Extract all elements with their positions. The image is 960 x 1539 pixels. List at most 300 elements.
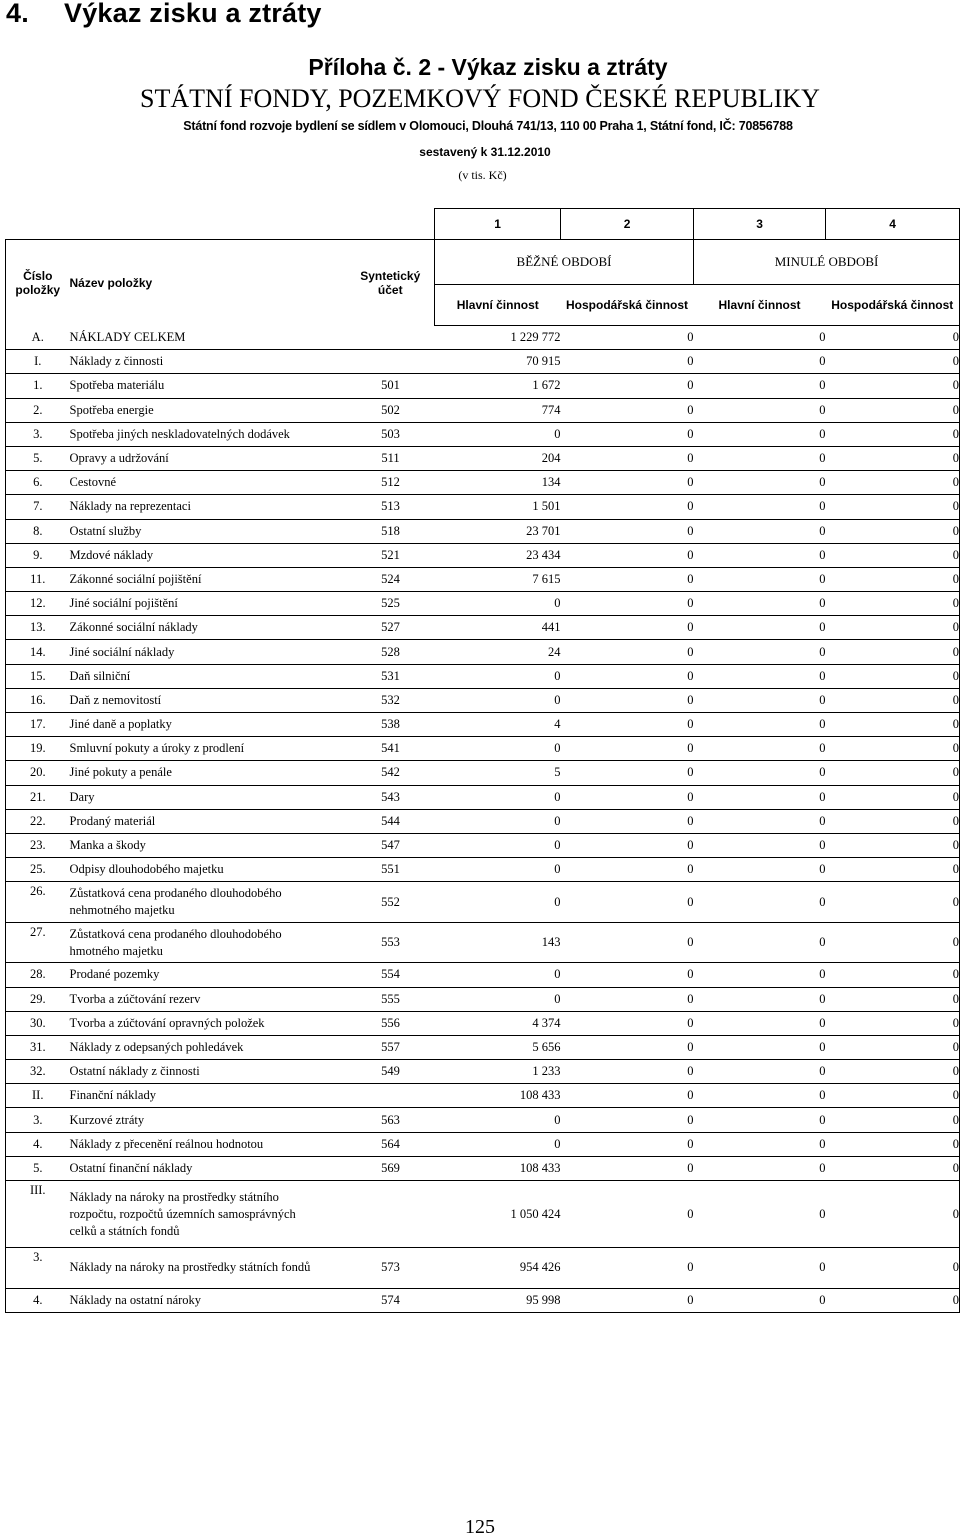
current-main-value: 0 [435,987,561,1011]
previous-main-value: 0 [694,326,826,350]
item-number-cell: 5. [6,446,70,470]
item-name-cell: Jiné sociální pojištění [70,592,347,616]
header-row [6,240,960,285]
current-economic-value: 0 [561,688,694,712]
current-main-value: 0 [435,422,561,446]
current-economic-value: 0 [561,1108,694,1132]
account-cell: 538 [347,713,435,737]
previous-main-value: 0 [694,471,826,495]
previous-economic-value: 0 [826,882,960,923]
previous-main-value: 0 [694,761,826,785]
item-name-cell: Zákonné sociální náklady [70,616,347,640]
account-cell [347,326,435,350]
previous-economic-value: 0 [826,495,960,519]
item-number-cell: 30. [6,1011,70,1035]
item-name-cell: Spotřeba energie [70,398,347,422]
current-economic-value: 0 [561,567,694,591]
account-cell: 542 [347,761,435,785]
section-number: 4. [6,0,29,28]
previous-economic-value: 0 [826,616,960,640]
account-cell: 525 [347,592,435,616]
current-economic-value: 0 [561,471,694,495]
current-main-value: 0 [435,785,561,809]
current-economic-value: 0 [561,519,694,543]
previous-economic-value: 0 [826,664,960,688]
current-main-value: 0 [435,833,561,857]
previous-main-value: 0 [694,713,826,737]
item-name-cell: Náklady na reprezentaci [70,495,347,519]
organization-title: STÁTNÍ FONDY, POZEMKOVÝ FOND ČESKÉ REPUBLIKY [140,84,820,113]
current-main-value: 954 426 [435,1248,561,1289]
account-cell: 564 [347,1132,435,1156]
current-economic-value: 0 [561,495,694,519]
item-number-cell: 2. [6,398,70,422]
item-number-cell: 17. [6,713,70,737]
account-cell: 511 [347,446,435,470]
previous-main-value: 0 [694,688,826,712]
item-number-cell: 22. [6,809,70,833]
current-main-value: 1 229 772 [435,326,561,350]
account-cell: 573 [347,1248,435,1289]
current-main-value: 4 374 [435,1011,561,1035]
item-number-cell: A. [6,326,70,350]
previous-economic-value: 0 [826,1132,960,1156]
header-main-activity: Hlavní činnost [694,285,826,326]
item-name-cell: Jiné pokuty a penále [70,761,347,785]
current-economic-value: 0 [561,664,694,688]
previous-economic-value: 0 [826,446,960,470]
account-cell: 574 [347,1288,435,1312]
current-economic-value: 0 [561,1011,694,1035]
table-row [6,1156,960,1180]
previous-economic-value: 0 [826,567,960,591]
current-main-value: 1 672 [435,374,561,398]
item-number-cell: III. [6,1181,70,1248]
item-number-cell: 12. [6,592,70,616]
table-row [6,422,960,446]
item-name-cell: Náklady z činnosti [70,350,347,374]
current-main-value: 0 [435,1132,561,1156]
previous-economic-value: 0 [826,737,960,761]
previous-main-value: 0 [694,1181,826,1248]
current-main-value: 0 [435,858,561,882]
previous-economic-value: 0 [826,1084,960,1108]
item-number-cell: 28. [6,963,70,987]
previous-main-value: 0 [694,398,826,422]
previous-economic-value: 0 [826,422,960,446]
current-main-value: 23 701 [435,519,561,543]
current-economic-value: 0 [561,374,694,398]
table-row [6,350,960,374]
page-number: 125 [465,1516,495,1538]
account-cell [347,1181,435,1248]
previous-economic-value: 0 [826,963,960,987]
column-number: 1 [435,209,561,240]
previous-main-value: 0 [694,1108,826,1132]
account-cell: 527 [347,616,435,640]
item-number-cell: 3. [6,1248,70,1289]
previous-economic-value: 0 [826,471,960,495]
income-statement-table [5,208,960,1313]
account-cell: 521 [347,543,435,567]
previous-economic-value: 0 [826,374,960,398]
previous-economic-value: 0 [826,1288,960,1312]
account-cell: 547 [347,833,435,857]
header-account: Syntetický účet [347,240,435,326]
current-economic-value: 0 [561,922,694,963]
column-number: 3 [694,209,826,240]
item-name-cell: Cestovné [70,471,347,495]
current-main-value: 0 [435,592,561,616]
previous-economic-value: 0 [826,1181,960,1248]
item-number-cell: 14. [6,640,70,664]
table-row [6,446,960,470]
item-name-cell: Manka a škody [70,833,347,857]
account-cell: 518 [347,519,435,543]
account-cell: 541 [347,737,435,761]
current-economic-value: 0 [561,1156,694,1180]
table-row [6,1108,960,1132]
currency-unit: (v tis. Kč) [458,168,507,182]
item-number-cell: 1. [6,374,70,398]
current-main-value: 95 998 [435,1288,561,1312]
item-name-cell: Zákonné sociální pojištění [70,567,347,591]
current-main-value: 143 [435,922,561,963]
item-number-cell: 31. [6,1035,70,1059]
item-number-cell: 19. [6,737,70,761]
section-title: Výkaz zisku a ztráty [64,0,322,28]
account-cell: 503 [347,422,435,446]
item-number-cell: 4. [6,1132,70,1156]
current-economic-value: 0 [561,882,694,923]
current-main-value: 70 915 [435,350,561,374]
item-number-cell: 4. [6,1288,70,1312]
item-number-cell: 32. [6,1060,70,1084]
item-name-cell: Opravy a udržování [70,446,347,470]
table-row [6,833,960,857]
account-cell: 555 [347,987,435,1011]
current-main-value: 1 233 [435,1060,561,1084]
current-economic-value: 0 [561,350,694,374]
current-main-value: 0 [435,809,561,833]
item-name-cell: Ostatní náklady z činnosti [70,1060,347,1084]
item-name-cell: Odpisy dlouhodobého majetku [70,858,347,882]
previous-main-value: 0 [694,374,826,398]
table-row [6,858,960,882]
column-number-row [6,209,960,240]
current-main-value: 0 [435,882,561,923]
item-number-cell: 13. [6,616,70,640]
previous-main-value: 0 [694,1084,826,1108]
item-name-cell: Zůstatková cena prodaného dlouhodobého hmotného majetku [70,922,347,963]
previous-economic-value: 0 [826,761,960,785]
current-economic-value: 0 [561,1288,694,1312]
current-economic-value: 0 [561,398,694,422]
item-number-cell: 27. [6,922,70,963]
table-row [6,664,960,688]
item-name-cell: Smluvní pokuty a úroky z prodlení [70,737,347,761]
previous-main-value: 0 [694,1288,826,1312]
account-cell: 553 [347,922,435,963]
table-row [6,592,960,616]
account-cell: 502 [347,398,435,422]
table-row [6,1248,960,1289]
current-economic-value: 0 [561,963,694,987]
current-economic-value: 0 [561,640,694,664]
current-main-value: 5 656 [435,1035,561,1059]
previous-main-value: 0 [694,1132,826,1156]
current-main-value: 441 [435,616,561,640]
previous-main-value: 0 [694,737,826,761]
table-row [6,1181,960,1248]
current-main-value: 1 050 424 [435,1181,561,1248]
item-number-cell: I. [6,350,70,374]
current-main-value: 0 [435,737,561,761]
current-main-value: 0 [435,688,561,712]
item-name-cell: Prodané pozemky [70,963,347,987]
header-item-number: Číslo položky [6,240,70,326]
table-body [6,326,960,1313]
header-previous-period: MINULÉ OBDOBÍ [694,240,960,285]
table-row [6,809,960,833]
current-main-value: 4 [435,713,561,737]
item-number-cell: 25. [6,858,70,882]
account-cell: 556 [347,1011,435,1035]
previous-main-value: 0 [694,882,826,923]
previous-main-value: 0 [694,1035,826,1059]
previous-main-value: 0 [694,785,826,809]
current-economic-value: 0 [561,422,694,446]
current-economic-value: 0 [561,1060,694,1084]
item-number-cell: 3. [6,422,70,446]
item-number-cell: 6. [6,471,70,495]
column-number: 2 [561,209,694,240]
table-row [6,543,960,567]
previous-main-value: 0 [694,519,826,543]
current-economic-value: 0 [561,543,694,567]
account-cell [347,1084,435,1108]
previous-main-value: 0 [694,350,826,374]
current-main-value: 108 433 [435,1156,561,1180]
item-number-cell: 11. [6,567,70,591]
item-number-cell: II. [6,1084,70,1108]
table-row [6,471,960,495]
previous-main-value: 0 [694,1060,826,1084]
table-row [6,519,960,543]
account-cell: 563 [347,1108,435,1132]
table-row [6,1084,960,1108]
previous-main-value: 0 [694,567,826,591]
item-number-cell: 29. [6,987,70,1011]
item-name-cell: Náklady z přecenění reálnou hodnotou [70,1132,347,1156]
previous-economic-value: 0 [826,713,960,737]
current-economic-value: 0 [561,446,694,470]
current-economic-value: 0 [561,809,694,833]
item-number-cell: 20. [6,761,70,785]
previous-economic-value: 0 [826,809,960,833]
table-row [6,640,960,664]
table-row [6,963,960,987]
item-name-cell: Mzdové náklady [70,543,347,567]
statement-date: sestavený k 31.12.2010 [419,145,551,159]
account-cell: 551 [347,858,435,882]
current-economic-value: 0 [561,833,694,857]
header-current-period: BĚŽNÉ OBDOBÍ [435,240,694,285]
header-economic-activity: Hospodářská činnost [561,285,694,326]
current-economic-value: 0 [561,616,694,640]
table-row [6,1060,960,1084]
previous-main-value: 0 [694,422,826,446]
previous-main-value: 0 [694,616,826,640]
previous-main-value: 0 [694,833,826,857]
current-main-value: 0 [435,1108,561,1132]
current-economic-value: 0 [561,1035,694,1059]
account-cell: 531 [347,664,435,688]
account-cell: 512 [347,471,435,495]
current-main-value: 204 [435,446,561,470]
item-name-cell: Ostatní služby [70,519,347,543]
table-row [6,922,960,963]
account-cell: 528 [347,640,435,664]
account-cell: 524 [347,567,435,591]
item-name-cell: Kurzové ztráty [70,1108,347,1132]
table-row [6,737,960,761]
previous-economic-value: 0 [826,543,960,567]
header-economic-activity: Hospodářská činnost [826,285,960,326]
account-cell: 569 [347,1156,435,1180]
table-row [6,688,960,712]
previous-main-value: 0 [694,664,826,688]
previous-economic-value: 0 [826,1035,960,1059]
item-number-cell: 9. [6,543,70,567]
item-name-cell: Spotřeba jiných neskladovatelných dodávek [70,422,347,446]
item-name-cell: Finanční náklady [70,1084,347,1108]
current-main-value: 1 501 [435,495,561,519]
current-economic-value: 0 [561,713,694,737]
table-row [6,785,960,809]
account-cell: 543 [347,785,435,809]
previous-economic-value: 0 [826,398,960,422]
current-main-value: 5 [435,761,561,785]
item-name-cell: Tvorba a zúčtování opravných položek [70,1011,347,1035]
item-name-cell: Dary [70,785,347,809]
account-cell: 513 [347,495,435,519]
item-name-cell: Náklady z odepsaných pohledávek [70,1035,347,1059]
previous-economic-value: 0 [826,1248,960,1289]
account-cell: 532 [347,688,435,712]
current-economic-value: 0 [561,761,694,785]
current-economic-value: 0 [561,858,694,882]
item-number-cell: 23. [6,833,70,857]
item-name-cell: Náklady na ostatní nároky [70,1288,347,1312]
item-name-cell: NÁKLADY CELKEM [70,326,347,350]
previous-economic-value: 0 [826,519,960,543]
table-row [6,761,960,785]
item-name-cell: Tvorba a zúčtování rezerv [70,987,347,1011]
previous-economic-value: 0 [826,1060,960,1084]
previous-economic-value: 0 [826,640,960,664]
entity-subtitle: Státní fond rozvoje bydlení se sídlem v Olomouci, Dlouhá 741/13, 110 00 Praha 1, Státní fond, IČ: 70856788 [183,119,793,133]
table-row [6,374,960,398]
item-number-cell: 16. [6,688,70,712]
current-main-value: 774 [435,398,561,422]
current-main-value: 24 [435,640,561,664]
item-number-cell: 7. [6,495,70,519]
account-cell: 552 [347,882,435,923]
current-economic-value: 0 [561,785,694,809]
item-name-cell: Náklady na nároky na prostředky státního rozpočtu, rozpočtů územních samosprávných celků a státních fondů [70,1181,347,1248]
column-number: 4 [826,209,960,240]
current-main-value: 134 [435,471,561,495]
previous-economic-value: 0 [826,833,960,857]
item-number-cell: 8. [6,519,70,543]
item-number-cell: 15. [6,664,70,688]
item-name-cell: Jiné daně a poplatky [70,713,347,737]
table-row [6,567,960,591]
header-main-activity: Hlavní činnost [435,285,561,326]
previous-main-value: 0 [694,987,826,1011]
item-number-cell: 21. [6,785,70,809]
current-main-value: 0 [435,963,561,987]
item-name-cell: Daň z nemovitostí [70,688,347,712]
table-row [6,713,960,737]
previous-main-value: 0 [694,640,826,664]
current-economic-value: 0 [561,987,694,1011]
item-number-cell: 3. [6,1108,70,1132]
previous-main-value: 0 [694,592,826,616]
current-main-value: 108 433 [435,1084,561,1108]
current-economic-value: 0 [561,737,694,761]
previous-main-value: 0 [694,1156,826,1180]
current-economic-value: 0 [561,326,694,350]
annex-title: Příloha č. 2 - Výkaz zisku a ztráty [308,54,668,80]
account-cell: 554 [347,963,435,987]
item-name-cell: Ostatní finanční náklady [70,1156,347,1180]
current-main-value: 7 615 [435,567,561,591]
current-economic-value: 0 [561,1084,694,1108]
table-row [6,1132,960,1156]
previous-main-value: 0 [694,495,826,519]
table-row [6,398,960,422]
previous-main-value: 0 [694,446,826,470]
current-economic-value: 0 [561,592,694,616]
previous-main-value: 0 [694,922,826,963]
table-row [6,495,960,519]
account-cell: 549 [347,1060,435,1084]
account-cell [347,350,435,374]
previous-main-value: 0 [694,543,826,567]
account-cell: 557 [347,1035,435,1059]
previous-economic-value: 0 [826,326,960,350]
previous-economic-value: 0 [826,858,960,882]
account-cell: 501 [347,374,435,398]
item-name-cell: Zůstatková cena prodaného dlouhodobého nehmotného majetku [70,882,347,923]
current-main-value: 23 434 [435,543,561,567]
table-row [6,1288,960,1312]
item-name-cell: Náklady na nároky na prostředky státních fondů [70,1248,347,1289]
current-main-value: 0 [435,664,561,688]
item-name-cell: Daň silniční [70,664,347,688]
item-number-cell: 5. [6,1156,70,1180]
previous-economic-value: 0 [826,1108,960,1132]
table-row [6,882,960,923]
previous-economic-value: 0 [826,1156,960,1180]
current-economic-value: 0 [561,1248,694,1289]
account-cell: 544 [347,809,435,833]
item-name-cell: Prodaný materiál [70,809,347,833]
table-row [6,326,960,350]
previous-economic-value: 0 [826,987,960,1011]
